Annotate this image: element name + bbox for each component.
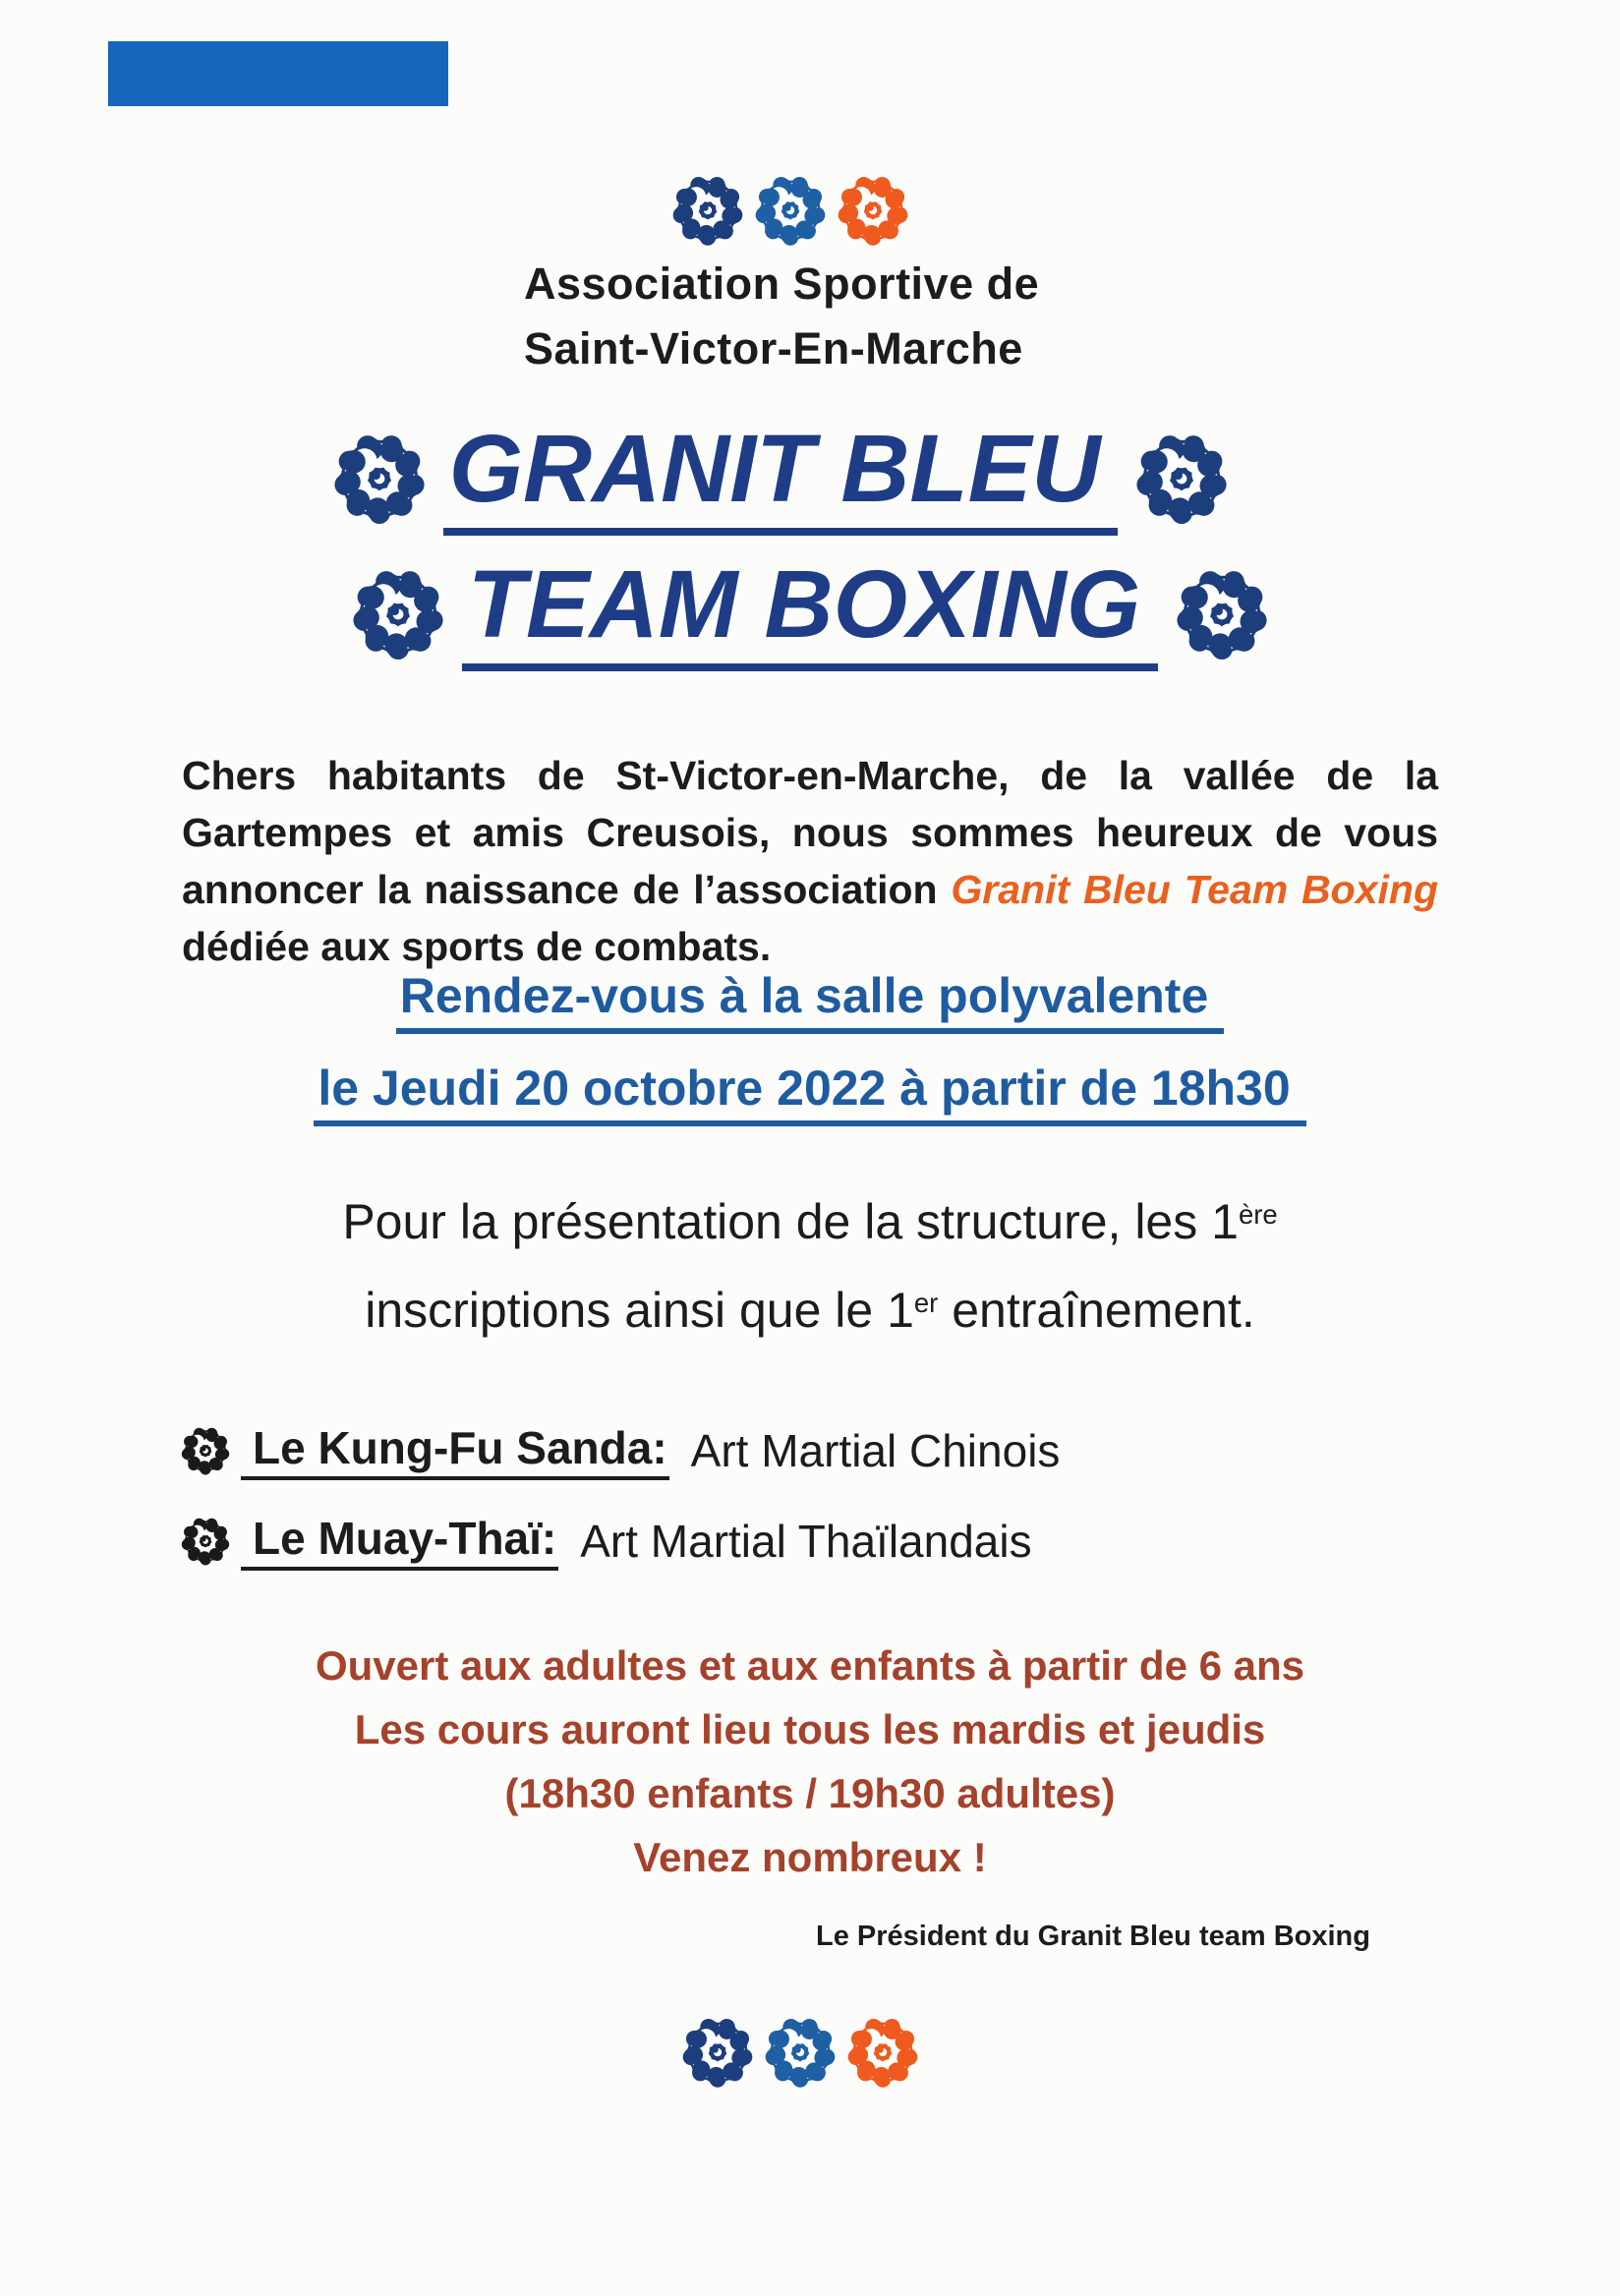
organisation-line1: Association Sportive de: [524, 258, 1040, 309]
meeting-announcement: [0, 967, 1620, 1126]
ordinal-superscript: ère: [1238, 1199, 1278, 1231]
pinwheel-icon: [1174, 566, 1270, 662]
main-title-line1: GRANIT BLEU: [443, 421, 1119, 536]
pinwheel-icon: [680, 2015, 755, 2090]
list-item: [180, 1421, 1060, 1480]
main-title-line2: TEAM BOXING: [462, 556, 1158, 671]
pinwheel-icon: [753, 173, 828, 248]
pinwheel-icon: [350, 566, 446, 662]
pinwheel-icon: [836, 173, 910, 248]
meeting-date: le Jeudi 20 octobre 2022 à partir de 18h30: [314, 1060, 1305, 1126]
intro-line1: Chers habitants de St-Victor-en-Marche, de la vallée de la: [182, 753, 1438, 798]
organisation-name: [524, 252, 1039, 381]
title-row-team-boxing: [0, 550, 1620, 671]
presentation-line2-text: inscriptions ainsi que le 1: [365, 1283, 914, 1338]
pinwheel-icon: [845, 2015, 920, 2090]
ordinal-superscript: er: [913, 1288, 939, 1319]
pinwheel-bullet-icon: [180, 1516, 231, 1567]
pinwheel-icon: [331, 430, 428, 527]
presentation-line2-end: entraînement.: [938, 1283, 1255, 1338]
pinwheel-icon: [670, 173, 745, 248]
intro-line3-text: annoncer la naissance de l’association: [182, 867, 938, 912]
pinwheel-icon: [1133, 430, 1230, 527]
top-icon-row: [0, 173, 1600, 248]
presentation-line1-text: Pour la présentation de la structure, les 1: [342, 1194, 1239, 1249]
president-signature: Le Président du Granit Bleu team Boxing: [816, 1921, 1370, 1952]
discipline-desc: Art Martial Thaïlandais: [580, 1516, 1032, 1567]
list-item: [180, 1512, 1060, 1571]
intro-paragraph: [182, 747, 1438, 975]
title-row-granit-bleu: [0, 415, 1591, 536]
schedule-line: Ouvert aux adultes et aux enfants à partir de 6 ans: [315, 1642, 1304, 1689]
association-name-highlight: Granit Bleu Team Boxing: [951, 867, 1438, 912]
discipline-name: Le Muay-Thaï:: [241, 1512, 558, 1571]
schedule-line: Venez nombreux !: [633, 1834, 987, 1880]
discipline-list: [180, 1421, 1060, 1602]
presentation-paragraph: [0, 1177, 1620, 1354]
organisation-line2: Saint-Victor-En-Marche: [524, 323, 1023, 373]
intro-line4: dédiée aux sports de combats.: [182, 924, 772, 969]
meeting-place: Rendez-vous à la salle polyvalente: [396, 967, 1225, 1034]
pinwheel-icon: [763, 2015, 838, 2090]
bottom-icon-row: [0, 2015, 1610, 2090]
blue-header-bar: [108, 41, 448, 106]
presentation-line1: [0, 1177, 1620, 1266]
schedule-line: (18h30 enfants / 19h30 adultes): [504, 1770, 1116, 1816]
intro-line3: [182, 861, 1438, 918]
pinwheel-bullet-icon: [180, 1425, 231, 1476]
presentation-line2: [0, 1266, 1620, 1354]
discipline-name: Le Kung-Fu Sanda:: [241, 1421, 669, 1480]
schedule-block: [0, 1634, 1620, 1889]
intro-line2: Gartempes et amis Creusois, nous sommes heureux de vous: [182, 810, 1438, 855]
discipline-desc: Art Martial Chinois: [690, 1425, 1061, 1476]
schedule-line: Les cours auront lieu tous les mardis et jeudis: [354, 1706, 1266, 1752]
